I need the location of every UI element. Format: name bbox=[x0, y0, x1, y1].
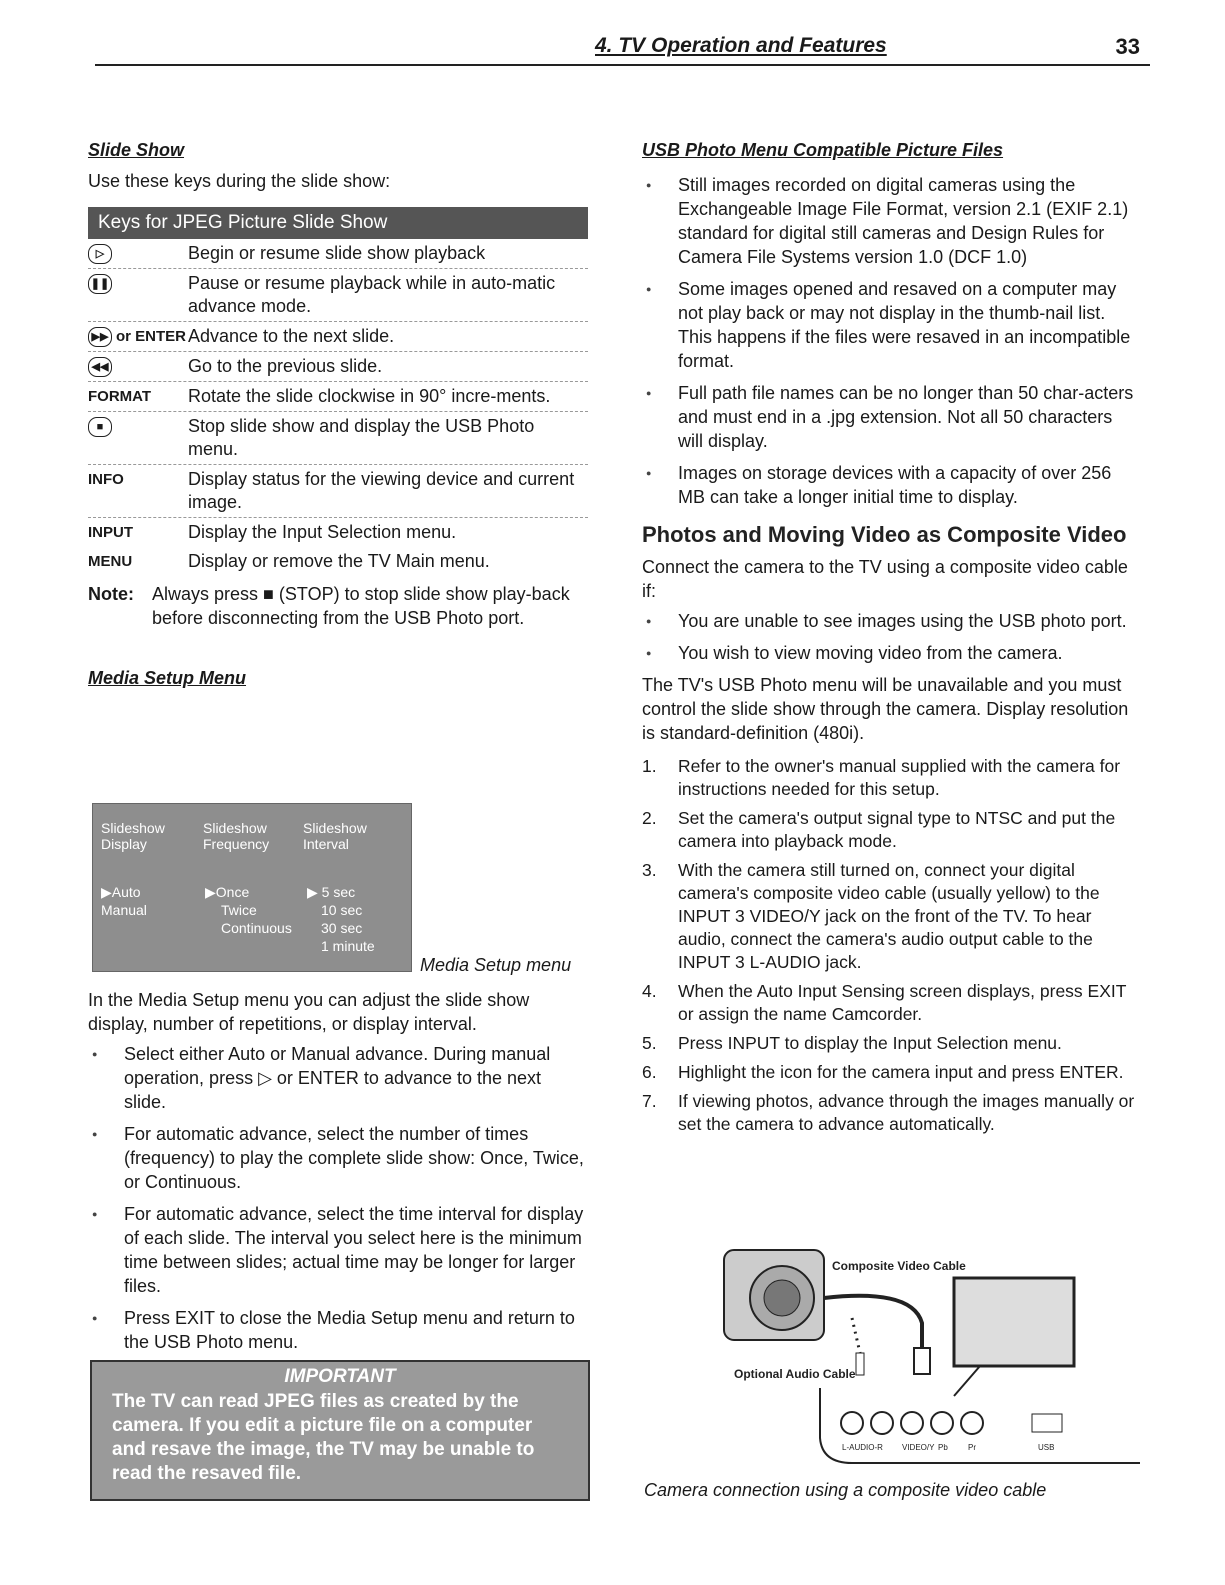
menu-option: 30 sec bbox=[321, 920, 363, 936]
stop-icon: ■ bbox=[88, 417, 112, 437]
right-column bbox=[642, 140, 1142, 1142]
key-label: INPUT bbox=[88, 524, 133, 541]
step-item bbox=[642, 859, 1142, 974]
step-text: With the camera still turned on, connect your digital camera's composite video cable (usually yellow) to the INPUT 3 VIDEO/Y jack on the front of the TV. To hear audio, connect the camera's audio output cable to the INPUT 3 L-AUDIO jack. bbox=[678, 860, 1100, 972]
jack-label: USB bbox=[1038, 1443, 1055, 1452]
jack-label: VIDEO/Y bbox=[902, 1443, 935, 1452]
key-row bbox=[88, 518, 588, 547]
key-cell bbox=[88, 242, 188, 265]
note-label: Note: bbox=[88, 584, 134, 604]
key-cell bbox=[88, 272, 188, 318]
bullet-item: ● For automatic advance, select the time interval for display of each slide. The interval you select here is the minimum time between slides; actual time may be longer for larger files. bbox=[88, 1202, 588, 1298]
key-row bbox=[88, 412, 588, 465]
step-number: 2. bbox=[642, 808, 657, 828]
usb-bullets bbox=[642, 173, 1142, 509]
step-item bbox=[642, 980, 1142, 1026]
key-description: Pause or resume playback while in auto-matic advance mode. bbox=[188, 273, 556, 316]
key-cell bbox=[88, 355, 188, 378]
step-number: 5. bbox=[642, 1033, 657, 1053]
key-cell bbox=[88, 385, 188, 408]
media-intro: In the Media Setup menu you can adjust the slide show display, number of repetitions, or display interval. bbox=[88, 990, 530, 1034]
step-item bbox=[642, 1032, 1142, 1055]
step-text: Set the camera's output signal type to NTSC and put the camera into playback mode. bbox=[678, 808, 1116, 851]
key-description: Display status for the viewing device and current image. bbox=[188, 469, 575, 512]
page-header bbox=[95, 34, 1150, 66]
key-row bbox=[88, 382, 588, 412]
menu-option: Continuous bbox=[221, 920, 292, 936]
menu-option: 1 minute bbox=[321, 938, 375, 954]
key-description: Display the Input Selection menu. bbox=[188, 522, 457, 542]
key-cell bbox=[88, 550, 188, 573]
media-setup-menu-image bbox=[92, 803, 412, 972]
jack-label: Pb bbox=[938, 1443, 948, 1452]
key-description: Rotate the slide clockwise in 90° incre-ments. bbox=[188, 386, 551, 406]
note-text: Always press ■ (STOP) to stop slide show play-back before disconnecting from the USB Photo port. bbox=[152, 584, 570, 628]
key-description: Go to the previous slide. bbox=[188, 356, 383, 376]
slideshow-intro: Use these keys during the slide show: bbox=[88, 171, 391, 191]
media-bullets bbox=[88, 1042, 588, 1354]
step-text: Highlight the icon for the camera input and press ENTER. bbox=[678, 1062, 1124, 1082]
fast-forward-icon: ▶▶ bbox=[88, 327, 112, 347]
key-row bbox=[88, 269, 588, 322]
key-cell bbox=[88, 415, 188, 461]
step-text: Press INPUT to display the Input Selection menu. bbox=[678, 1033, 1062, 1053]
step-number: 6. bbox=[642, 1062, 657, 1082]
page-number: 33 bbox=[1115, 34, 1140, 59]
bullet-item: ● For automatic advance, select the number of times (frequency) to play the complete slide show: Once, Twice, or Continuous. bbox=[88, 1122, 588, 1194]
bullet-item: ● You are unable to see images using the USB photo port. bbox=[642, 609, 1142, 633]
tv-screen bbox=[954, 1278, 1074, 1366]
rewind-icon: ◀◀ bbox=[88, 357, 112, 377]
key-row bbox=[88, 239, 588, 269]
composite-paragraph: The TV's USB Photo menu will be unavailable and you must control the slide show through the camera. Display resolution is standard-definition (480i). bbox=[642, 675, 1129, 743]
note bbox=[88, 582, 588, 630]
composite-heading: Photos and Moving Video as Composite Video bbox=[642, 522, 1127, 547]
key-label: INFO bbox=[88, 471, 124, 488]
key-cell bbox=[88, 521, 188, 544]
step-number: 7. bbox=[642, 1091, 657, 1111]
step-text: When the Auto Input Sensing screen displays, press EXIT or assign the name Camcorder. bbox=[678, 981, 1127, 1024]
bullet-item: ● Select either Auto or Manual advance. During manual operation, press ▷ or ENTER to advance to the next slide. bbox=[88, 1042, 588, 1114]
audio-cable bbox=[852, 1318, 860, 1353]
step-item bbox=[642, 1061, 1142, 1084]
pause-icon: ❚❚ bbox=[88, 274, 112, 294]
bullet-item: ● You wish to view moving video from the camera. bbox=[642, 641, 1142, 665]
step-item bbox=[642, 807, 1142, 853]
audio-label: Optional Audio Cable bbox=[734, 1367, 856, 1381]
important-title: IMPORTANT bbox=[284, 1366, 396, 1387]
bullet-item: ● Full path file names can be no longer than 50 char-acters and must end in a .jpg extension. Not all 50 characters will display. bbox=[642, 381, 1142, 453]
bullet-item: ● Still images recorded on digital cameras using the Exchangeable Image File Format, version 2.1 (EXIF 2.1) standard for digital still cameras and Design Rules for Camera File Systems version 1.0 (DCF 1.0) bbox=[642, 173, 1142, 269]
important-box bbox=[90, 1360, 590, 1501]
diagram-caption: Camera connection using a composite video cable bbox=[644, 1480, 1047, 1500]
jack-label: Pr bbox=[968, 1443, 976, 1452]
keys-table bbox=[88, 239, 588, 576]
step-number: 4. bbox=[642, 981, 657, 1001]
step-number: 1. bbox=[642, 756, 657, 776]
bullet-item: ● Some images opened and resaved on a computer may not play back or may not display in the thumb-nail list. This happens if the files were resaved in an incompatible format. bbox=[642, 277, 1142, 373]
keys-table-title: Keys for JPEG Picture Slide Show bbox=[88, 207, 588, 239]
menu-option: ▶ 5 sec bbox=[307, 884, 356, 900]
play-icon: ▷ bbox=[88, 244, 112, 264]
menu-option: ▶Once bbox=[205, 884, 250, 900]
important-text: The TV can read JPEG files as created by the camera. If you edit a picture file on a computer and resave the image, the TV may be unable to read the resaved file. bbox=[112, 1391, 535, 1484]
menu-caption: Media Setup menu bbox=[420, 955, 572, 975]
usb-port bbox=[1032, 1414, 1062, 1432]
key-cell bbox=[88, 468, 188, 514]
key-row bbox=[88, 547, 588, 576]
step-item bbox=[642, 1090, 1142, 1136]
menu-option: Twice bbox=[221, 902, 257, 918]
menu-header-display: Slideshow Display bbox=[101, 820, 165, 852]
video-cable bbox=[824, 1296, 922, 1348]
menu-header-interval: Slideshow Interval bbox=[303, 820, 367, 852]
menu-option: Manual bbox=[101, 902, 147, 918]
usb-heading: USB Photo Menu Compatible Picture Files bbox=[642, 140, 1004, 160]
left-column bbox=[88, 140, 588, 689]
step-text: If viewing photos, advance through the images manually or set the camera to advance automatically. bbox=[678, 1091, 1135, 1134]
composite-intro: Connect the camera to the TV using a composite video cable if: bbox=[642, 557, 1128, 601]
key-label: MENU bbox=[88, 553, 133, 570]
media-setup-section bbox=[88, 988, 588, 1362]
section-title: 4. TV Operation and Features bbox=[595, 34, 887, 57]
camera-connection-diagram bbox=[722, 1248, 1142, 1470]
composite-label: Composite Video Cable bbox=[832, 1259, 966, 1273]
key-description: Advance to the next slide. bbox=[188, 326, 395, 346]
key-label: FORMAT bbox=[88, 388, 152, 405]
menu-option: 10 sec bbox=[321, 902, 363, 918]
slideshow-heading: Slide Show bbox=[88, 140, 185, 160]
key-row bbox=[88, 465, 588, 518]
step-text: Refer to the owner's manual supplied with the camera for instructions needed for this setup. bbox=[678, 756, 1121, 799]
bullet-item: ● Images on storage devices with a capacity of over 256 MB can take a longer initial time to display. bbox=[642, 461, 1142, 509]
menu-header-frequency: Slideshow Frequency bbox=[203, 820, 270, 852]
composite-bullets bbox=[642, 609, 1142, 665]
key-label: or ENTER bbox=[116, 328, 187, 345]
steps-list bbox=[642, 755, 1142, 1136]
media-setup-heading: Media Setup Menu bbox=[88, 668, 247, 688]
key-description: Stop slide show and display the USB Photo menu. bbox=[188, 416, 535, 459]
step-number: 3. bbox=[642, 860, 657, 880]
key-row bbox=[88, 322, 588, 352]
step-item bbox=[642, 755, 1142, 801]
bullet-item: ● Press EXIT to close the Media Setup menu and return to the USB Photo menu. bbox=[88, 1306, 588, 1354]
key-row bbox=[88, 352, 588, 382]
jack-label: L-AUDIO-R bbox=[842, 1443, 883, 1452]
key-description: Display or remove the TV Main menu. bbox=[188, 551, 490, 571]
key-cell bbox=[88, 325, 188, 348]
key-description: Begin or resume slide show playback bbox=[188, 243, 486, 263]
menu-option: ▶Auto bbox=[101, 884, 141, 900]
